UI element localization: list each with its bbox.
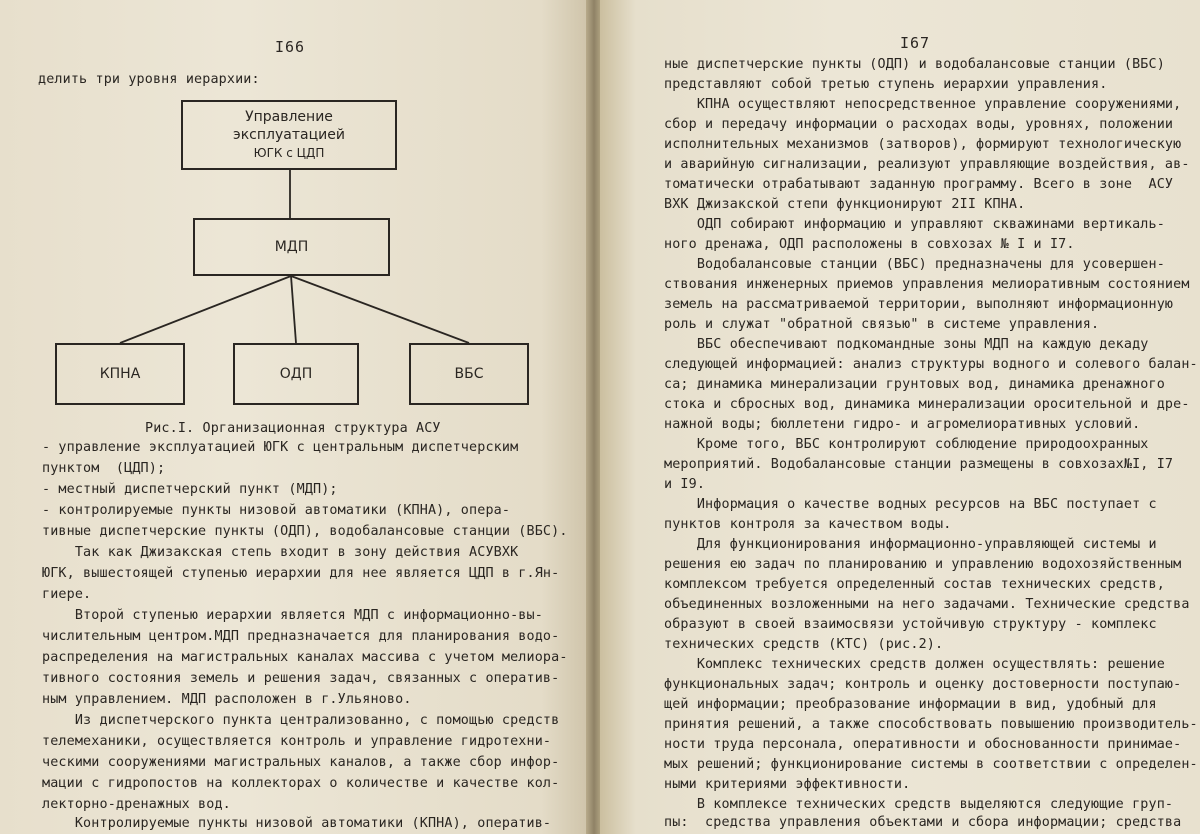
text-line: КПНА осуществляют непосредственное управление сооружениями, [664, 97, 1182, 112]
text-line: ного дренажа, ОДП расположены в совхозах № I и I7. [664, 237, 1075, 252]
text-line: технических средств (КТС) (рис.2). [664, 637, 944, 652]
text-line: лекторно-дренажных вод. [42, 797, 231, 812]
text-line: В комплексе технических средств выделяются следующие груп- [664, 797, 1174, 812]
text-line: и I9. [664, 477, 706, 492]
text-line: ческими сооружениями магистральных каналов, а также сбор инфор- [42, 755, 560, 770]
management-line1: Управление [245, 109, 333, 125]
text-line: ным управлением. МДП расположен в г.Ульяново. [42, 692, 412, 707]
text-line: Информация о качестве водных ресурсов на ВБС поступает с [664, 497, 1157, 512]
management-line3: ЮГК с ЦДП [253, 146, 325, 160]
diagram-box-kpna: КПНА [55, 343, 185, 405]
text-line: сбор и передачу информации о расходах воды, уровнях, положении [664, 117, 1174, 132]
text-line: Для функционирования информационно-управляющей системы и [664, 537, 1157, 552]
diagram-box-management [181, 100, 397, 170]
text-line: мых решений; функционирование системы в соответствии с определен- [664, 757, 1198, 772]
text-line: представляют собой третью ступень иерархии управления. [664, 77, 1108, 92]
text-line: ными критериями эффективности. [664, 777, 911, 792]
right-page [600, 0, 1200, 834]
text-line: нажной воды; бюллетени гидро- и агромелиоративных условий. [664, 417, 1141, 432]
connector-mid-kpna [120, 276, 291, 343]
text-line: ЮГК, вышестоящей ступенью иерархии для нее является ЦДП в г.Ян- [42, 566, 560, 581]
text-line: пунктов контроля за качеством воды. [664, 517, 952, 532]
text-line: Водобалансовые станции (ВБС) предназначены для усовершен- [664, 257, 1165, 272]
text-line: стока и сбросных вод, динамика минерализации оросительной и дре- [664, 397, 1190, 412]
text-line: ОДП собирают информацию и управляют скважинами вертикаль- [664, 217, 1165, 232]
text-line: роль и служат "обратной связью" в системе управления. [664, 317, 1100, 332]
connector-mid-vbs [291, 276, 469, 343]
text-line: ствования инженерных приемов управления мелиоративным состоянием [664, 277, 1190, 292]
text-line: мации с гидропостов на коллекторах о количестве и качестве кол- [42, 776, 560, 791]
text-line: са; динамика минерализации грунтовых вод, динамика дренажного [664, 377, 1165, 392]
text-line: тивного состояния земель и решения задач, связанных с оператив- [42, 671, 560, 686]
text-line: следующей информацией: анализ структуры водного и солевого балан- [664, 357, 1198, 372]
text-line: гиере. [42, 587, 92, 602]
text-line: Из диспетчерского пункта централизованно, с помощью средств [42, 713, 560, 728]
text-line: ности труда персонала, оперативности и обоснованности принимае- [664, 737, 1182, 752]
text-line: земель на рассматриваемой территории, выполняют информационную [664, 297, 1174, 312]
intro-line: делить три уровня иерархии: [38, 72, 260, 87]
management-line2: эксплуатацией [233, 127, 345, 143]
text-line: - местный диспетчерский пункт (МДП); [42, 482, 338, 497]
text-line: ные диспетчерские пункты (ОДП) и водобалансовые станции (ВБС) [664, 57, 1165, 72]
text-line: функциональных задач; контроль и оценку достоверности поступаю- [664, 677, 1182, 692]
text-line: Так как Джизакская степь входит в зону действия АСУВХК [42, 545, 519, 560]
text-line: объединенных возложенными на него задачами. Технические средства [664, 597, 1190, 612]
text-line: Контролируемые пункты низовой автоматики (КПНА), оператив- [42, 816, 552, 831]
diagram-box-mdp: МДП [193, 218, 390, 276]
figure-caption: Рис.I. Организационная структура АСУ [145, 421, 441, 436]
text-line: принятия решений, а также способствовать повышению производитель- [664, 717, 1198, 732]
text-line: томатически отрабатывают заданную программу. Всего в зоне АСУ [664, 177, 1174, 192]
text-line: комплексом требуется определенный состав технических средств, [664, 577, 1165, 592]
text-line: щей информации; преобразование информации в вид, удобный для [664, 697, 1157, 712]
text-line: исполнительных механизмов (затворов), формируют технологическую [664, 137, 1182, 152]
text-line: Кроме того, ВБС контролируют соблюдение природоохранных [664, 437, 1149, 452]
text-line: - контролируемые пункты низовой автоматики (КПНА), опера- [42, 503, 511, 518]
text-line: и аварийную сигнализации, реализуют управляющие воздействия, ав- [664, 157, 1190, 172]
left-page [0, 0, 588, 834]
text-line: телемеханики, осуществляется контроль и управление гидротехни- [42, 734, 552, 749]
text-line: Комплекс технических средств должен осуществлять: решение [664, 657, 1165, 672]
text-line: распределения на магистральных каналах массива с учетом мелиора- [42, 650, 568, 665]
text-line: решения ею задач по планированию и управлению водохозяйственным [664, 557, 1182, 572]
text-line: тивные диспетчерские пункты (ОДП), водобалансовые станции (ВБС). [42, 524, 568, 539]
text-line: - управление эксплуатацией ЮГК с центральным диспетчерским [42, 440, 519, 455]
text-line: мероприятий. Водобалансовые станции размещены в совхозах№I, I7 [664, 457, 1174, 472]
text-line: пунктом (ЦДП); [42, 461, 166, 476]
text-line: числительным центром.МДП предназначается для планирования водо- [42, 629, 560, 644]
text-line: Второй ступенью иерархии является МДП с информационно-вы- [42, 608, 543, 623]
text-line: ВХК Джизакской степи функционируют 2II КПНА. [664, 197, 1026, 212]
connector-mid-odp [291, 276, 296, 343]
right-page-number: I67 [900, 34, 931, 52]
text-line: образуют в своей взаимосвязи устойчивую структуру - комплекс [664, 617, 1157, 632]
diagram-box-vbs: ВБС [409, 343, 529, 405]
text-line: ВБС обеспечивают подкомандные зоны МДП на каждую декаду [664, 337, 1149, 352]
diagram-box-odp: ОДП [233, 343, 359, 405]
text-line: пы: средства управления объектами и сбора информации; средства [664, 815, 1182, 830]
left-page-number: I66 [275, 38, 306, 56]
